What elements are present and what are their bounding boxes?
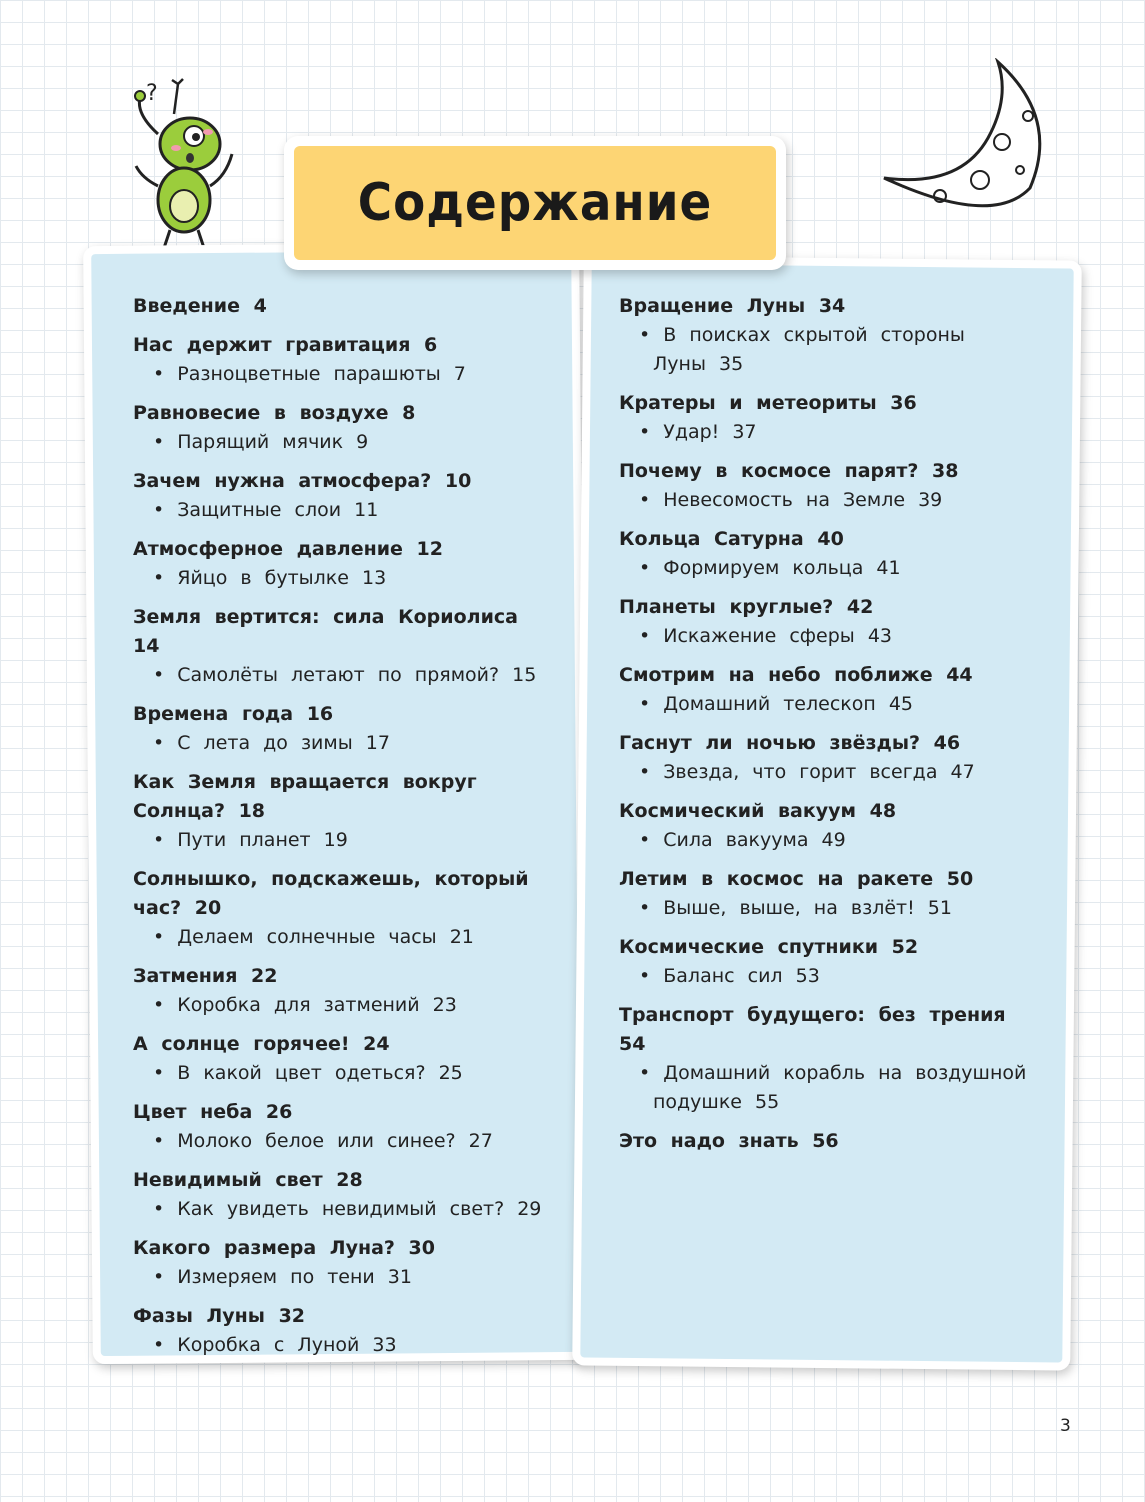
toc-entry [619, 1001, 1029, 1117]
toc-chapter-title: Нас держит гравитация 6 [133, 334, 438, 356]
toc-entry [133, 535, 543, 593]
toc-chapter-title: А солнце горячее! 24 [133, 1033, 390, 1055]
toc-column-right [619, 292, 1029, 1166]
toc-subitem: • В какой цвет одеться? 25 [133, 1059, 543, 1088]
toc-entry [133, 962, 543, 1020]
toc-entry [619, 457, 1029, 515]
toc-chapter-title: Введение 4 [133, 295, 267, 317]
toc-subitem: • Звезда, что горит всегда 47 [619, 758, 1029, 787]
toc-entry [619, 389, 1029, 447]
toc-subitem: • Коробка с Луной 33 [133, 1331, 543, 1360]
toc-subitem: • Домашний корабль на воздушной подушке 55 [619, 1059, 1029, 1117]
toc-subitem: • Разноцветные парашюты 7 [133, 360, 543, 389]
toc-entry [133, 768, 543, 855]
toc-subitem: • Пути планет 19 [133, 826, 543, 855]
toc-entry [619, 729, 1029, 787]
title-banner-fill [294, 146, 776, 260]
toc-chapter-title: Затмения 22 [133, 965, 278, 987]
toc-subitem: • Удар! 37 [619, 418, 1029, 447]
toc-entry [133, 865, 543, 952]
toc-column-left [133, 292, 543, 1370]
alien-illustration [128, 74, 248, 254]
toc-chapter-title: Это надо знать 56 [619, 1130, 839, 1152]
toc-entry [619, 525, 1029, 583]
toc-subitem: • Коробка для затмений 23 [133, 991, 543, 1020]
toc-chapter-title: Смотрим на небо поближе 44 [619, 664, 973, 686]
toc-subitem: • Искажение сферы 43 [619, 622, 1029, 651]
toc-entry [619, 661, 1029, 719]
toc-entry [619, 797, 1029, 855]
toc-subitem: • Домашний телескоп 45 [619, 690, 1029, 719]
toc-chapter-title: Солнышко, подскажешь, который час? 20 [133, 868, 529, 919]
toc-subitem: • Яйцо в бутылке 13 [133, 564, 543, 593]
toc-subitem: • Защитные слои 11 [133, 496, 543, 525]
toc-chapter-title: Транспорт будущего: без трения 54 [619, 1004, 1006, 1055]
toc-entry [133, 1302, 543, 1360]
toc-entry [619, 292, 1029, 379]
page-title: Содержание [357, 173, 713, 233]
toc-entry [133, 700, 543, 758]
toc-chapter-title: Фазы Луны 32 [133, 1305, 306, 1327]
toc-subitem: • Молоко белое или синее? 27 [133, 1127, 543, 1156]
toc-entry [619, 865, 1029, 923]
toc-chapter-title: Планеты круглые? 42 [619, 596, 874, 618]
toc-subitem: • Невесомость на Земле 39 [619, 486, 1029, 515]
svg-text:?: ? [146, 81, 158, 106]
toc-entry [133, 1030, 543, 1088]
toc-chapter-title: Как Земля вращается вокруг Солнца? 18 [133, 771, 477, 822]
toc-subitem: • Парящий мячик 9 [133, 428, 543, 457]
toc-subitem: • Измеряем по тени 31 [133, 1263, 543, 1292]
toc-chapter-title: Какого размера Луна? 30 [133, 1237, 436, 1259]
page-number: 3 [1060, 1416, 1071, 1436]
toc-entry [133, 399, 543, 457]
toc-chapter-title: Земля вертится: сила Кориолиса 14 [133, 606, 518, 657]
toc-chapter-title: Почему в космосе парят? 38 [619, 460, 959, 482]
toc-subitem: • Самолёты летают по прямой? 15 [133, 661, 543, 690]
toc-entry [133, 603, 543, 690]
toc-chapter-title: Невидимый свет 28 [133, 1169, 363, 1191]
toc-subitem: • Как увидеть невидимый свет? 29 [133, 1195, 543, 1224]
toc-subitem: • Формируем кольца 41 [619, 554, 1029, 583]
moon-illustration [880, 58, 1060, 228]
toc-subitem: • Сила вакуума 49 [619, 826, 1029, 855]
toc-subitem: • В поисках скрытой стороны Луны 35 [619, 321, 1029, 379]
toc-chapter-title: Космические спутники 52 [619, 936, 919, 958]
toc-chapter-title: Летим в космос на ракете 50 [619, 868, 974, 890]
toc-subitem: • Делаем солнечные часы 21 [133, 923, 543, 952]
toc-entry [133, 331, 543, 389]
toc-chapter-title: Вращение Луны 34 [619, 295, 846, 317]
toc-chapter-title: Гаснут ли ночью звёзды? 46 [619, 732, 961, 754]
title-banner [284, 136, 786, 270]
toc-chapter-title: Кольца Сатурна 40 [619, 528, 844, 550]
toc-entry [133, 292, 543, 321]
toc-entry [133, 1098, 543, 1156]
toc-entry [619, 933, 1029, 991]
toc-entry [133, 1166, 543, 1224]
toc-entry [619, 593, 1029, 651]
toc-entry [133, 1234, 543, 1292]
toc-chapter-title: Космический вакуум 48 [619, 800, 897, 822]
toc-chapter-title: Атмосферное давление 12 [133, 538, 443, 560]
toc-subitem: • Выше, выше, на взлёт! 51 [619, 894, 1029, 923]
toc-chapter-title: Кратеры и метеориты 36 [619, 392, 917, 414]
toc-entry [133, 467, 543, 525]
toc-chapter-title: Времена года 16 [133, 703, 334, 725]
toc-chapter-title: Зачем нужна атмосфера? 10 [133, 470, 472, 492]
toc-entry [619, 1127, 1029, 1156]
toc-subitem: • С лета до зимы 17 [133, 729, 543, 758]
toc-chapter-title: Равновесие в воздухе 8 [133, 402, 416, 424]
toc-chapter-title: Цвет неба 26 [133, 1101, 293, 1123]
toc-subitem: • Баланс сил 53 [619, 962, 1029, 991]
